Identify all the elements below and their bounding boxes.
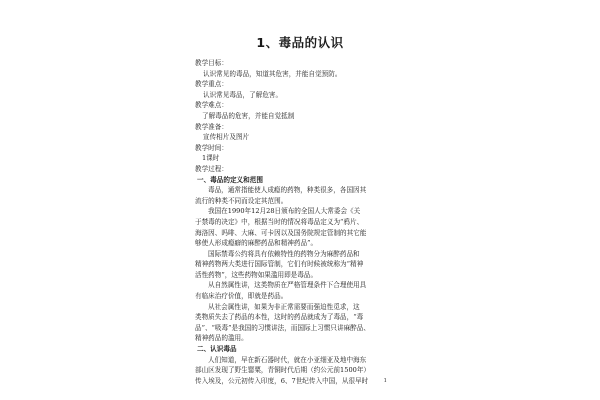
text-line: 了解毒品的危害，并能自觉抵制	[202, 111, 295, 120]
text-line: 流行的种类不同而设定其范围。	[195, 196, 288, 205]
text-line: 教学目标：	[195, 59, 228, 67]
section-heading: 一、毒品的定义和范围	[197, 175, 263, 184]
text-line: 精神药物两大类进行国际管制，它们有时候被统称为“精神	[195, 260, 364, 269]
text-line: 我国在1990年12月28日颁布的全国人大常委会《关	[208, 207, 361, 216]
text-line: 从社会属性讲，如果为非正常需要而强迫性觅求，这	[208, 302, 360, 311]
text-line: 毒品，通常指能使人成瘾的药物，种类很多，各国因其	[208, 186, 367, 195]
document-body	[195, 58, 415, 386]
text-line: 国际禁毒公约将具有依赖特性的药物分为麻醉药品和	[208, 249, 360, 258]
text-line: 从自然属性讲，这类物质在严格管理条件下合理使用具	[208, 281, 367, 290]
text-line: 宣传相片及图片	[203, 133, 250, 142]
text-line: 有临床治疗价值，即就是药品。	[195, 292, 288, 301]
text-line: 品”、“吸毒”是我国的习惯讲法，而国际上习惯只讲麻醉品、	[195, 323, 370, 332]
text-line: 部山区发现了野生罂粟，青铜时代后期（约公元前1500年）	[195, 366, 371, 375]
page-number: 1	[383, 378, 387, 384]
text-line: 教学过程：	[195, 164, 228, 173]
text-line: 类物质失去了药品的本性，这时的药品就成为了毒品，“毒	[195, 313, 364, 322]
text-line: 教学难点：	[195, 101, 228, 110]
text-line: 传入埃及，公元初传入印度，6、7世纪传入中国，从很早时	[195, 376, 369, 385]
text-line: 活性药物”，这些药物如果滥用即是毒品。	[195, 270, 318, 279]
text-line: 教学时间：	[195, 143, 228, 152]
section-heading: 二、认识毒品	[197, 345, 237, 354]
text-line: 海洛因、吗啡、大麻、可卡因以及国务院规定管制的其它能	[195, 228, 367, 237]
text-line: 教学准备：	[195, 122, 228, 131]
text-line: 认识常见的毒品，知道其危害，并能自觉预防。	[203, 69, 342, 78]
text-line: 1课时	[202, 154, 220, 163]
text-line: 精神药品的滥用。	[195, 334, 248, 343]
text-line: 认识常见毒品，了解危害。	[203, 90, 283, 99]
text-line: 教学重点：	[195, 80, 228, 89]
text-line: 够使人形成瘾癖的麻醉药品和精神药品”。	[195, 239, 318, 248]
text-line: 人们知道，早在新石器时代，就在小亚细亚及地中海东	[208, 355, 367, 364]
text-line: 于禁毒的决定》中，根据当时的情况将毒品定义为“鸦片、	[195, 217, 364, 226]
document-title: 1、毒品的认识	[256, 35, 344, 50]
